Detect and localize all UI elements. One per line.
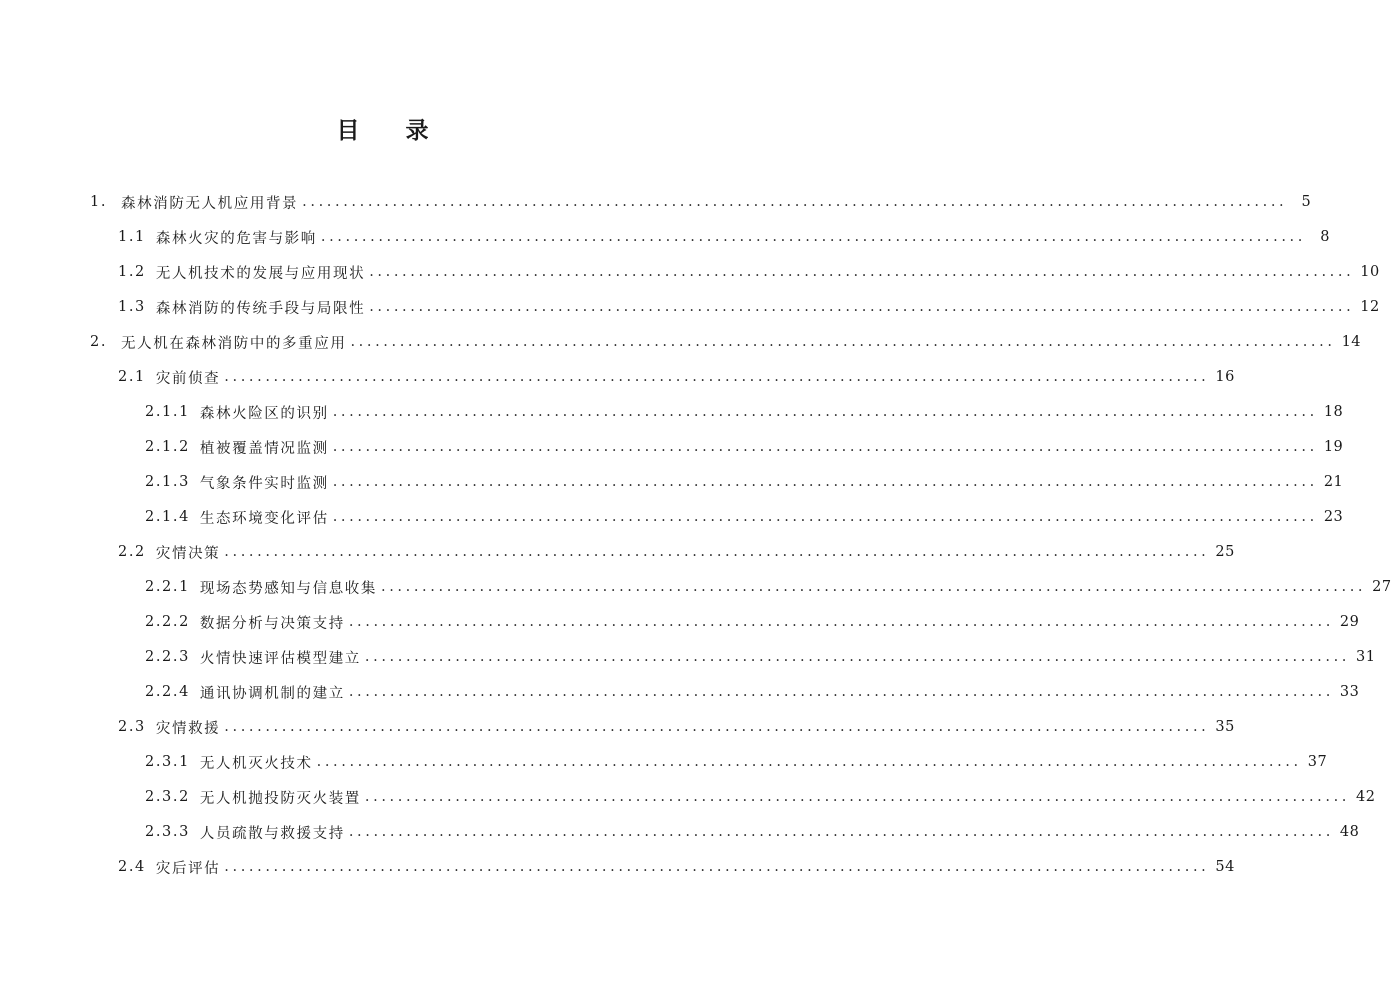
toc-entry[interactable] [118,537,1235,567]
toc-entry-title: 灾情决策 [155,545,221,562]
toc-entry[interactable] [118,852,1235,882]
toc-entry-page-number: 10 [1360,264,1380,280]
toc-entry-number: 2.1 [118,369,146,385]
toc-entry-number: 2.2.4 [145,684,190,700]
toc-entry-page-number: 12 [1360,299,1380,315]
toc-entry-number: 2. [90,334,108,350]
toc-entry-title: 灾情救援 [155,720,221,737]
toc-entry[interactable] [145,432,1344,462]
toc-entry-title: 无人机抛投防灭火装置 [199,790,361,807]
toc-dot-leader: ........................................................................................................................ [316,754,1302,770]
toc-entry-number: 2.2.1 [145,579,190,595]
toc-entry-number: 2.3.3 [145,824,190,840]
toc-dot-leader: ........................................................................................................................ [348,614,1334,630]
toc-dot-leader: ........................................................................................................................ [350,334,1336,350]
toc-entry-title: 森林消防的传统手段与局限性 [155,300,366,317]
toc-dot-leader: ........................................................................................................................ [364,789,1351,805]
toc-entry-number: 2.2 [118,544,146,560]
toc-entry[interactable] [145,397,1344,427]
toc-entry-title: 人员疏散与救援支持 [199,825,345,842]
toc-entry-page-number: 48 [1339,824,1360,840]
toc-entry-page-number: 14 [1341,334,1362,350]
toc-entry-page-number: 33 [1339,684,1360,700]
toc-entry-title: 森林消防无人机应用背景 [121,195,299,212]
toc-title-char-1: 目 [336,118,360,144]
toc-entry[interactable] [145,782,1376,812]
toc-entry[interactable] [145,817,1360,847]
toc-dot-leader: ........................................................................................................................ [369,299,1355,315]
toc-entry-title: 火情快速评估模型建立 [199,650,361,667]
toc-entry-page-number: 29 [1339,614,1360,630]
toc-entry-title: 数据分析与决策支持 [199,615,345,632]
toc-entry-title: 植被覆盖情况监测 [199,440,329,457]
toc-entry-title: 无人机技术的发展与应用现状 [155,265,366,282]
toc-entry-number: 1.3 [118,299,146,315]
toc-entry-page-number: 37 [1307,754,1328,770]
toc-entry[interactable] [145,502,1344,532]
toc-entry-number: 1.1 [118,229,146,245]
toc-entry-title: 无人机在森林消防中的多重应用 [121,335,347,352]
toc-entry-page-number: 5 [1301,194,1312,210]
toc-entry[interactable] [145,642,1376,672]
toc-entry[interactable] [118,362,1235,392]
toc-entry[interactable] [145,467,1344,497]
toc-entry[interactable] [145,747,1328,777]
toc-dot-leader: ........................................................................................................................ [224,544,1210,560]
toc-entry-page-number: 27 [1372,579,1392,595]
toc-entry[interactable] [145,607,1360,637]
toc-entry-page-number: 35 [1215,719,1235,735]
toc-entry-page-number: 21 [1323,474,1344,490]
toc-entry[interactable] [118,222,1330,252]
toc-entry-page-number: 23 [1323,509,1344,525]
toc-title-char-2: 录 [405,118,429,144]
toc-entry-page-number: 18 [1323,404,1344,420]
toc-dot-leader: ........................................................................................................................ [348,824,1334,840]
toc-entry-number: 2.1.4 [145,509,190,525]
toc-dot-leader: ........................................................................................................................ [364,649,1351,665]
toc-dot-leader: ........................................................................................................................ [224,859,1210,875]
toc-entry-title: 灾前侦查 [155,370,221,387]
toc-entry-page-number: 8 [1320,229,1330,245]
toc-entry-number: 2.3.2 [145,789,190,805]
toc-entry-number: 2.4 [118,859,146,875]
toc-entry-number: 2.2.3 [145,649,190,665]
toc-entry-title: 气象条件实时监测 [199,475,329,492]
toc-entry-title: 无人机灭火技术 [199,755,313,772]
toc-dot-leader: ........................................................................................................................ [320,229,1306,245]
toc-entry-title: 通讯协调机制的建立 [199,685,345,702]
toc-entry-number: 2.1.2 [145,439,190,455]
toc-dot-leader: ........................................................................................................................ [381,579,1367,595]
toc-entry-number: 1.2 [118,264,146,280]
toc-dot-leader: ........................................................................................................................ [332,439,1318,455]
toc-dot-leader: ........................................................................................................................ [348,684,1334,700]
toc-entry[interactable] [145,572,1392,602]
toc-entry-title: 灾后评估 [155,860,221,877]
toc-title [0,112,765,145]
toc-entry-page-number: 25 [1215,544,1235,560]
toc-entry-page-number: 54 [1215,859,1235,875]
toc-entry-page-number: 19 [1323,439,1344,455]
toc-entry-title: 生态环境变化评估 [199,510,329,527]
toc-entry[interactable] [145,677,1360,707]
toc-entry[interactable] [90,327,1362,357]
toc-dot-leader: ........................................................................................................................ [224,719,1210,735]
toc-dot-leader: ........................................................................................................................ [332,509,1318,525]
toc-entry-number: 2.2.2 [145,614,190,630]
toc-entry-number: 2.3.1 [145,754,190,770]
toc-dot-leader: ........................................................................................................................ [369,264,1355,280]
toc-entry-page-number: 16 [1215,369,1235,385]
toc-entry[interactable] [118,292,1380,322]
toc-entry[interactable] [90,187,1312,217]
toc-dot-leader: ........................................................................................................................ [302,194,1288,210]
toc-entry[interactable] [118,257,1380,287]
toc-entry[interactable] [118,712,1235,742]
toc-entry-title: 森林火灾的危害与影响 [155,230,317,247]
toc-entry-number: 2.3 [118,719,146,735]
toc-entry-number: 1. [90,194,108,210]
toc-dot-leader: ........................................................................................................................ [332,474,1318,490]
toc-dot-leader: ........................................................................................................................ [224,369,1210,385]
toc-entry-number: 2.1.1 [145,404,190,420]
toc-entry-number: 2.1.3 [145,474,190,490]
toc-dot-leader: ........................................................................................................................ [332,404,1318,420]
toc-entry-page-number: 31 [1356,649,1376,665]
toc-entry-page-number: 42 [1356,789,1376,805]
toc-entry-title: 现场态势感知与信息收集 [199,580,378,597]
toc-entry-title: 森林火险区的识别 [199,405,329,422]
